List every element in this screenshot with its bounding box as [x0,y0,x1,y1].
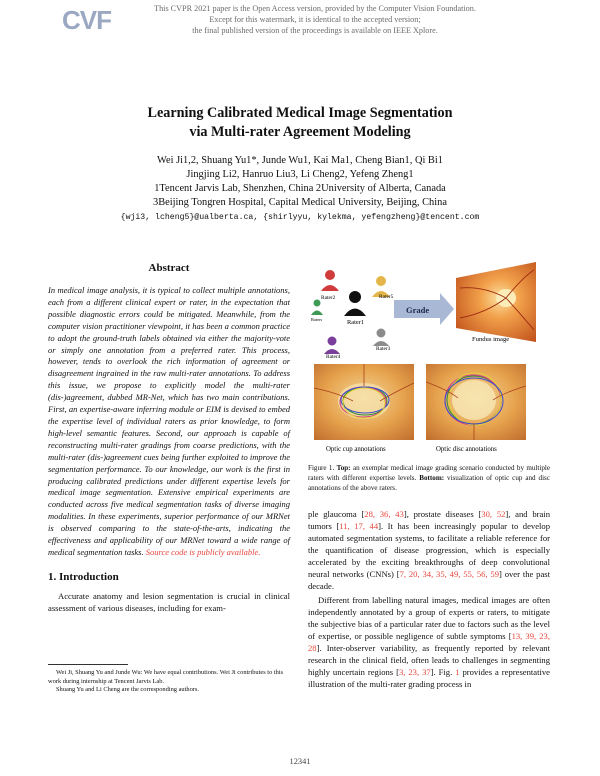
page-number: 12341 [289,757,311,766]
text: Different from labelling natural images, medical images are often independently annotated by a group of experts or raters, to mitigate the subjective bias of a particular rater due to factors such as the level of expertise, or possible negligence of subtle symptoms [ [308,595,550,641]
footnote-rule [48,664,128,665]
paper-title [0,104,600,142]
text: ]. Fig. [430,667,456,677]
rater1-label: Rater1 [347,319,365,326]
rater-small-icon [311,300,323,316]
notice-line: This CVPR 2021 paper is the Open Access version, provided by the Computer Vision Foundation. [154,4,476,13]
authors-line: Wei Ji1,2, Shuang Yu1*, Junde Wu1, Kai Ma1, Cheng Bian1, Qi Bi1 [157,155,443,166]
source-code-link[interactable]: Source code is publicly available. [145,546,261,557]
notice-line: Except for this watermark, it is identical to the accepted version; [209,15,421,24]
title-line: Learning Calibrated Medical Image Segmentation [147,105,453,121]
optic-cup-annotations-image [314,364,414,440]
title-line: via Multi-rater Agreement Modeling [189,124,411,140]
citation-link[interactable]: 7, 20, 34, 35, 49, 55, 56, 59 [399,569,499,579]
text: provides a representative illustration of the multi-rater grading process in [308,667,550,689]
rater4-label: Rater4 [326,354,341,360]
author-block [0,154,600,225]
text: ], prostate diseases [ [403,509,482,519]
affiliation-line: 3Beijing Tongren Hospital, Capital Medical University, Beijing, China [153,197,447,208]
abstract-text [48,285,290,559]
raters-small-label: Raters [311,317,323,322]
text: ]. It has been increasingly popular to develop automated segmentation systems, to facilitate a reliable reference for the quantification of disease progression, which is especially accelerated by the exciting breakthroughs of deep convolutional neural networks (CNNs) [ [308,521,550,579]
footnote: Shuang Yu and Li Cheng are the corresponding authors. [56,686,199,694]
figure-1 [308,258,548,458]
citation-link[interactable]: 11, 17, 44 [339,521,379,531]
rater3-label: Rater3 [376,346,391,352]
caption-top-bold: Top: [336,464,351,472]
rater3-icon [373,329,389,347]
right-paragraph-1 [308,508,550,592]
rater4-icon [324,337,340,355]
rater5-label: Rater5 [379,294,394,300]
caption-prefix: Figure 1. [308,464,335,472]
figure-link[interactable]: 1 [455,667,460,677]
emails: {wji3, lcheng5}@ualberta.ca, {shirlyyu, kylekma, yefengzheng}@tencent.com [120,213,480,222]
footnote: Wei Ji, Shuang Yu and Junde Wu: We have equal contributions. Wei Ji contributes to this work during internship at Tencent Jarvis Lab. [48,669,284,685]
citation-link[interactable]: 13, 39, 23, 28 [308,631,550,653]
intro-paragraph: Accurate anatomy and lesion segmentation is crucial in clinical assessment of various diseases, including for exam- [48,590,290,613]
optic-cup-label: Optic cup annotations [326,446,386,453]
right-column [308,508,550,690]
caption-top: an exemplar medical image grading scenario conducted by multiple raters with different expertise levels. [308,464,551,482]
text: ], and brain tumors [ [308,509,550,531]
caption-bottom: visualization of optic cup and disc annotations of the above raters. [308,473,550,492]
text: ] over the past decade. [308,569,551,591]
rater2-label: Rater2 [321,295,336,301]
grade-arrow [394,293,454,325]
caption-bottom-bold: Bottom: [419,473,445,482]
fundus-image [456,262,536,342]
rater1-icon [344,291,366,316]
citation-link[interactable]: 3, 23, 37 [398,667,431,677]
figure-caption [308,464,550,493]
citation-link[interactable]: 28, 36, 43 [364,509,404,519]
optic-disc-annotations-image [426,364,526,440]
open-access-notice [150,3,480,36]
grade-label: Grade [406,305,430,315]
abstract-heading: Abstract [148,262,190,274]
affiliation-line: 1Tencent Jarvis Lab, Shenzhen, China 2University of Alberta, Canada [154,183,446,194]
authors-line: Jingjing Li2, Hanruo Liu3, Li Cheng2, Yefeng Zheng1 [186,169,414,180]
text: ]. Inter-observer variability, as frequently reported by relevant research in the clinical field, often leads to challenges in segmenting highly uncertain regions [ [308,643,550,677]
cvf-logo: CVF [62,5,111,35]
intro-heading: 1. Introduction [48,570,119,583]
fundus-label: Fundus image [472,336,510,343]
abstract-body: In medical image analysis, it is typical to collect multiple annotations, each from a different clinical expert or rater, in the expectation that possible diagnostic errors could be mitigated. Meanwhile, from the computer vision practitioner viewpoint, it has been a common practice to adopt the ground-truth labels obtained via either the majority-vote or simply one annotation from a preferred rater. This process, however, tends to overlook the rich information of agreement or disagreement ingrained in the raw multi-rater annotations. To address this issue, we propose to explicitly model the multi-rater (dis-)agreement, dubbed MR-Net, which has two main contributions. First, an expertise-aware inferring module or EIM is devised to embed the expertise level of individual raters as prior knowledge, to form high-level semantic features. Second, our approach is capable of reconstructing multi-rater gradings from coarse predictions, with the multi-rater (dis-)agreement cues being further exploited to improve the segmentation performance. To our knowledge, our work is the first in producing calibrated predictions under different expertise levels for medical image segmentation. Extensive empirical experiments are conducted across five medical segmentation tasks of diverse imaging modalities. In these experiments, superior performance of our MRNet is observed comparing to the state-of-the-arts, indicating the effectiveness and applicability of our MRNet toward a wide range of medical segmentation tasks. [48,285,290,557]
right-paragraph-2 [308,594,550,690]
notice-line: the final published version of the proceedings is available on IEEE Xplore. [192,26,438,35]
citation-link[interactable]: 30, 52 [481,509,506,519]
text: ple glaucoma [ [308,509,365,519]
footnotes [48,669,290,695]
optic-disc-label: Optic disc annotations [436,446,497,453]
rater2-icon [321,270,339,291]
left-column [48,262,290,614]
